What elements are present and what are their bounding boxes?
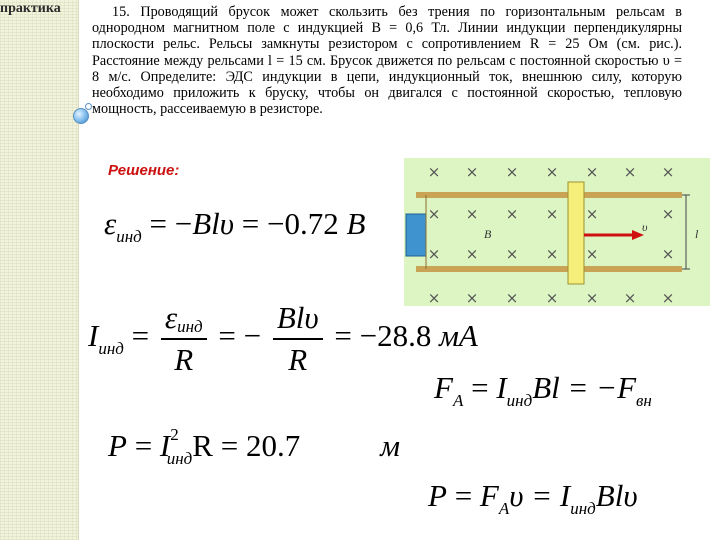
power2-lhs: P — [428, 478, 447, 513]
field-cross-mark: × — [585, 245, 599, 263]
field-cross-mark: × — [505, 245, 519, 263]
field-cross-mark: × — [545, 205, 559, 223]
force-mid: Bl = − — [532, 370, 618, 405]
rail-top — [416, 192, 682, 198]
frac1-num: ε — [164, 300, 178, 335]
field-cross-mark: × — [585, 163, 599, 181]
frac2-den: R — [288, 342, 308, 377]
field-cross-mark: × — [505, 163, 519, 181]
bullet-icon — [73, 108, 89, 124]
field-cross-mark: × — [585, 289, 599, 306]
field-cross-mark: × — [661, 205, 675, 223]
field-cross-mark: × — [545, 289, 559, 306]
force-current-sub: инд — [506, 391, 533, 410]
power1-mid: R = 20.7 — [192, 428, 301, 463]
force-rhs: F — [617, 370, 637, 405]
length-label: l — [695, 227, 699, 241]
current-eq2: = − — [210, 318, 262, 354]
field-cross-mark: × — [465, 289, 479, 306]
force-lhs-sub: A — [452, 391, 464, 410]
fraction-emf-over-r — [161, 300, 207, 378]
field-cross-mark: × — [545, 245, 559, 263]
field-cross-mark: × — [427, 163, 441, 181]
field-cross-mark: × — [427, 245, 441, 263]
power1-current-sub: инд — [166, 449, 193, 468]
emf-product: Blυ — [192, 206, 235, 241]
formula-power-heat — [108, 425, 401, 468]
field-cross-mark: × — [465, 205, 479, 223]
power1-unit: м — [380, 428, 401, 463]
field-cross-mark: × — [465, 245, 479, 263]
velocity-label: υ⃗ — [642, 220, 657, 234]
power1-eq1: = — [126, 428, 160, 463]
power2-current-sub: инд — [570, 499, 596, 518]
field-cross-mark: × — [623, 289, 637, 306]
frac1-den: R — [174, 342, 194, 377]
sliding-bar — [568, 182, 584, 284]
formula-force — [434, 370, 652, 410]
problem-number: 15. — [112, 4, 130, 20]
field-cross-mark: × — [427, 289, 441, 306]
field-cross-mark: × — [661, 245, 675, 263]
sidebar-label: практика — [0, 1, 61, 16]
problem-paragraph — [92, 4, 682, 117]
power2-eq1: = — [446, 478, 480, 513]
emf-unit: В — [346, 206, 366, 241]
field-cross-mark: × — [661, 289, 675, 306]
circuit-figure — [404, 158, 710, 306]
current-unit: мА — [439, 318, 478, 354]
current-eq3: = −28.8 — [326, 318, 440, 354]
field-label: B⃗ — [484, 227, 501, 241]
bullet-dot-icon — [85, 103, 92, 110]
field-cross-mark: × — [545, 163, 559, 181]
field-cross-mark: × — [661, 163, 675, 181]
formula-current — [88, 300, 478, 378]
emf-symbol: ε — [104, 206, 117, 241]
frac2-num: Blυ — [276, 300, 319, 335]
problem-text-block — [92, 4, 682, 117]
field-cross-mark: × — [427, 205, 441, 223]
fraction-blv-over-r — [273, 300, 323, 378]
power2-mid: υ = — [509, 478, 560, 513]
power2-tail: Blυ — [595, 478, 638, 513]
force-current: I — [496, 370, 507, 405]
power1-sup: 2 — [170, 425, 179, 444]
field-cross-mark: × — [505, 289, 519, 306]
field-cross-mark: × — [623, 163, 637, 181]
frac1-num-sub: инд — [177, 317, 203, 336]
power1-lhs: P — [108, 428, 127, 463]
current-sub: инд — [98, 339, 124, 359]
formula-emf — [104, 206, 366, 246]
force-eq1: = — [463, 370, 497, 405]
current-symbol: I — [88, 318, 99, 354]
power2-force-sub: A — [498, 499, 510, 518]
sidebar — [0, 0, 79, 540]
rail-bottom — [416, 266, 682, 272]
resistor — [406, 214, 426, 256]
power2-force: F — [479, 478, 499, 513]
force-lhs: F — [434, 370, 453, 405]
solution-label: Решение: — [108, 162, 180, 179]
power2-current: I — [559, 478, 571, 513]
formula-power-mechanical — [428, 478, 638, 518]
field-cross-mark: × — [585, 205, 599, 223]
force-rhs-sub: вн — [636, 391, 652, 410]
emf-eq2: = −0.72 — [234, 206, 347, 241]
emf-sub: инд — [116, 227, 142, 246]
field-cross-mark: × — [465, 163, 479, 181]
problem-statement: Проводящий брусок может скользить без трения по горизонтальным рельсам в однородном магнитном поле с индукцией B = 0,6 Тл. Линии индукции перпендикулярны плоскости рельс. Рельсы замкнуты резистором с сопротивлением R = 25 Ом (см. рис.). Расстояние между рельсами l = 15 см. Брусок движется по рельсам с постоянной скоростью υ = 8 м/с. Определите: ЭДС индукции в цепи, индукционный ток, внешнюю силу, которую необходимо приложить к бруску, чтобы он двигался с постоянной скоростью, тепловую мощность, рассеиваемую в резисторе. — [92, 4, 682, 118]
power1-current: I — [159, 428, 171, 463]
emf-eq1: = − — [141, 206, 193, 241]
current-eq1: = — [123, 318, 150, 354]
field-cross-mark: × — [505, 205, 519, 223]
